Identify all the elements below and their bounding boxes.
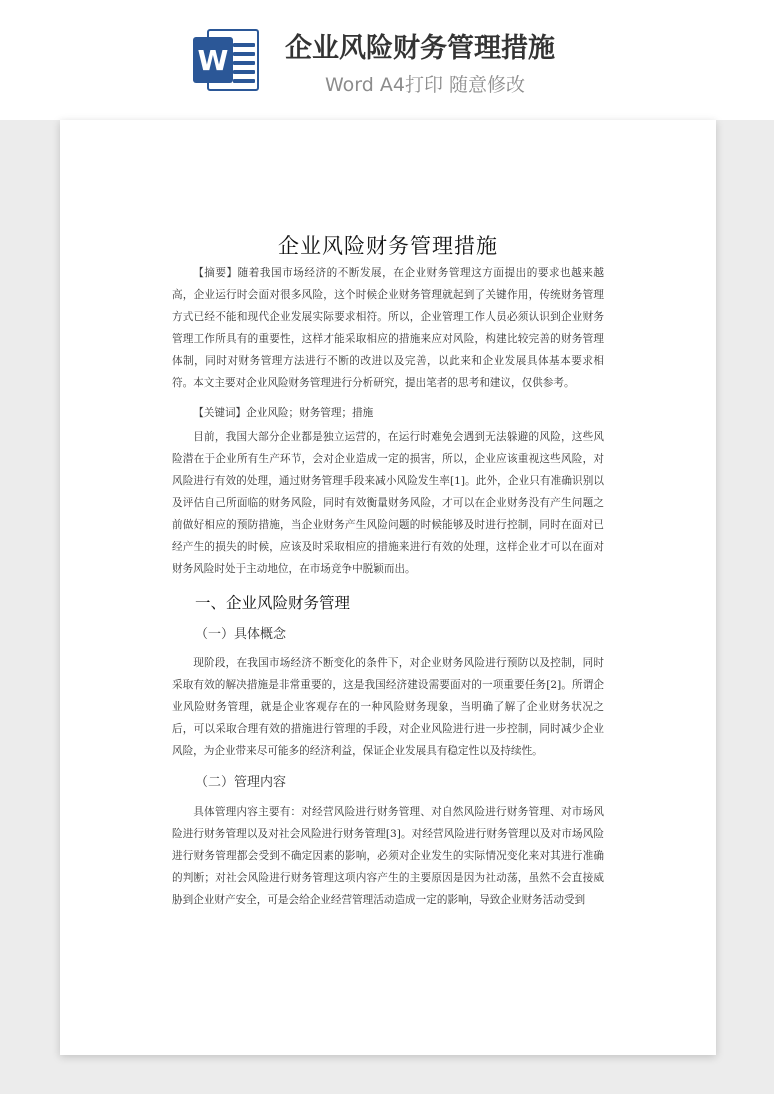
- word-file-icon: [193, 23, 265, 97]
- subsection-heading: （二）管理内容: [195, 775, 287, 790]
- section-heading: 一、企业风险财务管理: [195, 594, 351, 612]
- content-paragraph: 具体管理内容主要有：对经营风险进行财务管理、对自然风险进行财务管理、对市场风险进行财务管理以及对社会风险进行财务管理[3]。对经营风险进行财务管理以及对市场风险进行财务管理都会受到不确定因素的影响，必须对企业发生的实际情况变化来对其进行准确的判断；对社会风险进行财务管理这项内容产生的主要原因是因为社动荡，虽然不会直接威胁到企业财产安全，可是会给企业经营管理活动造成一定的影响，导致企业财务活动受到: [172, 806, 604, 906]
- banner-subtitle: Word A4打印 随意修改: [325, 74, 526, 96]
- abstract-paragraph: 【摘要】随着我国市场经济的不断发展，在企业财务管理这方面提出的要求也越来越高，企业运行时会面对很多风险，这个时候企业财务管理就起到了关键作用，传统财务管理方式已经不能和现代企业发展实际要求相符。所以，企业管理工作人员必须认识到企业财务管理工作所具有的重要性，这样才能采取相应的措施来应对风险，构建比较完善的财务管理体制，同时对财务管理方法进行不断的改进以及完善，以此来和企业发展具体基本要求相符。本文主要对企业风险财务管理进行分析研究，提出笔者的思考和建议，仅供参考。: [172, 267, 604, 389]
- concept-paragraph: 现阶段，在我国市场经济不断变化的条件下，对企业财务风险进行预防以及控制，同时采取有效的解决措施是非常重要的，这是我国经济建设需要面对的一项重要任务[2]。所谓企业风险财务管理，就是企业客观存在的一种风险财务现象，当明确了解了企业财务状况之后，可以采取合理有效的措施进行管理的手段，对企业风险进行进一步控制，同时减少企业风险，为企业带来尽可能多的经济利益，保证企业发展具有稳定性以及持续性。: [172, 657, 604, 757]
- keywords-paragraph: 【关键词】企业风险；财务管理；措施: [193, 407, 374, 419]
- document-title: 企业风险财务管理措施: [278, 234, 498, 258]
- word-badge: W: [193, 37, 233, 83]
- banner: [0, 0, 774, 120]
- subsection-heading: （一）具体概念: [195, 627, 287, 642]
- banner-title: 企业风险财务管理措施: [285, 33, 555, 64]
- document-page: [60, 120, 716, 1055]
- intro-paragraph: 目前，我国大部分企业都是独立运营的，在运行时难免会遇到无法躲避的风险，这些风险潜在于企业所有生产环节，会对企业造成一定的损害，所以，企业应该重视这些风险，对风险进行有效的处理，通过财务管理手段来减小风险发生率[1]。此外，企业只有准确识别以及评估自己所面临的财务风险，同时有效衡量财务风险，才可以在企业财务没有产生问题之前做好相应的预防措施，当企业财务产生风险问题的时候能够及时进行控制，同时在面对已经产生的损失的时候，应该及时采取相应的措施来进行有效的处理，这样企业才可以在面对财务风险时处于主动地位，在市场竞争中脱颖而出。: [172, 431, 604, 575]
